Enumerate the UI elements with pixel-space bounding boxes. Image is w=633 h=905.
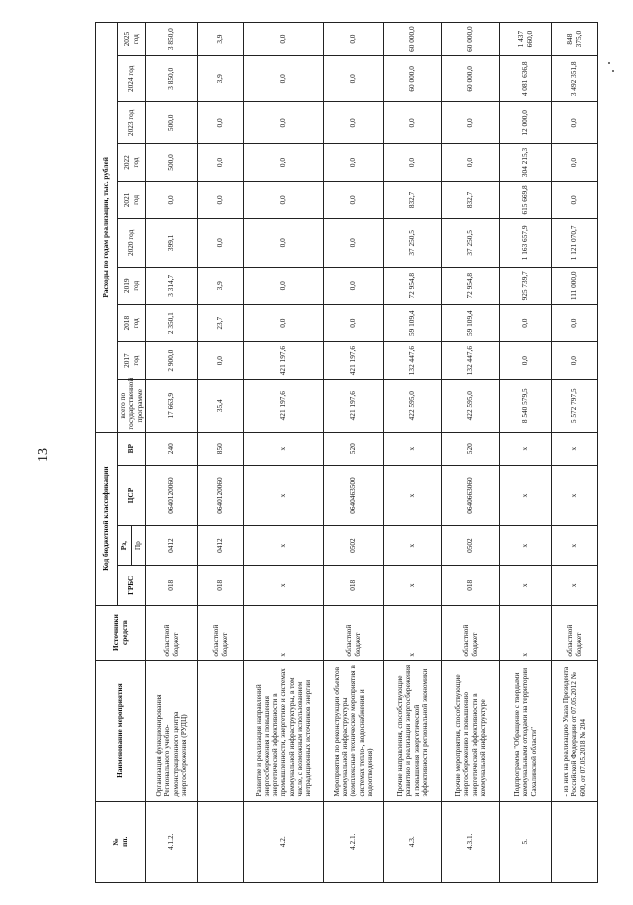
cell-num: 4.2. — [244, 801, 324, 882]
cell-num: 4.3. — [384, 801, 442, 882]
cell-grbs: 018 — [198, 565, 244, 605]
cell-year-value: 0,0 — [324, 102, 384, 144]
table-row — [442, 23, 500, 883]
cell-source: областной бюджет — [146, 605, 198, 660]
cell-year-value: 0,0 — [198, 181, 244, 218]
cell-year-value: 3,9 — [198, 23, 244, 56]
cell-num: 4.3.1. — [442, 801, 500, 882]
cell-total: 422 595,0 — [384, 379, 442, 432]
cell-rzpr: х — [244, 526, 324, 566]
cell-year-value: 0,0 — [244, 23, 324, 56]
cell-num — [198, 801, 244, 882]
cell-year-value: 0,0 — [324, 144, 384, 181]
cell-year-value: 1 437 660,0 — [500, 23, 552, 56]
cell-vr: 520 — [324, 432, 384, 465]
cell-grbs: 018 — [442, 565, 500, 605]
cell-year-value: 59 109,4 — [442, 304, 500, 341]
col-name-header: Наименование мероприятия — [96, 660, 146, 801]
scan-speck — [612, 70, 614, 72]
cell-name: - из них на реализацию Указа Президента Российской Федерации от 07.05.2012 № 600, от 07.05.2018 № 204 — [552, 660, 598, 801]
cell-name: Организация функционирования Регионального учебно-демонстрационного центра энергосбережения (РУДЦ) — [146, 660, 198, 801]
cell-csr: 0640120060 — [146, 465, 198, 526]
cell-grbs: х — [244, 565, 324, 605]
cell-year-value: 615 669,8 — [500, 181, 552, 218]
cell-total: 5 572 797,5 — [552, 379, 598, 432]
cell-rzpr: 0502 — [442, 526, 500, 566]
cell-year-value: 0,0 — [552, 181, 598, 218]
col-year-header: 2023 год — [118, 102, 146, 144]
page-number: 13 — [36, 448, 51, 462]
cell-grbs: х — [552, 565, 598, 605]
cell-vr: 850 — [198, 432, 244, 465]
cell-year-value: 0,0 — [244, 102, 324, 144]
cell-year-value: 0,0 — [500, 342, 552, 379]
col-vr-header: ВР — [118, 432, 146, 465]
cell-year-value: 3 850,0 — [146, 23, 198, 56]
cell-year-value: 1 163 657,9 — [500, 219, 552, 267]
col-budget-code-header: Код бюджетной классификации — [96, 432, 118, 605]
cell-total: 421 197,6 — [244, 379, 324, 432]
table-body — [146, 23, 598, 883]
col-grbs-header: ГРБС — [118, 565, 146, 605]
cell-year-value: 0,0 — [384, 102, 442, 144]
cell-year-value: 0,0 — [244, 267, 324, 304]
cell-year-value: 0,0 — [198, 144, 244, 181]
cell-year-value: 0,0 — [384, 144, 442, 181]
col-expenses-header: Расходы по годам реализации, тыс. рублей — [96, 23, 118, 433]
cell-year-value: 0,0 — [198, 102, 244, 144]
col-rzpr-header: Рз, — [118, 526, 132, 566]
table-row — [324, 23, 384, 883]
cell-year-value: 3 314,7 — [146, 267, 198, 304]
cell-year-value: 0,0 — [552, 144, 598, 181]
cell-year-value: 111 000,0 — [552, 267, 598, 304]
cell-total: 8 540 579,5 — [500, 379, 552, 432]
cell-total: 422 595,0 — [442, 379, 500, 432]
cell-year-value: 832,7 — [384, 181, 442, 218]
cell-vr: х — [500, 432, 552, 465]
cell-source: х — [500, 605, 552, 660]
cell-year-value: 72 954,8 — [442, 267, 500, 304]
cell-year-value: 59 109,4 — [384, 304, 442, 341]
cell-year-value: 0,0 — [442, 144, 500, 181]
rotated-page — [95, 22, 625, 883]
cell-year-value: 0,0 — [442, 102, 500, 144]
table-row — [500, 23, 552, 883]
cell-num — [552, 801, 598, 882]
cell-year-value: 72 954,8 — [384, 267, 442, 304]
cell-rzpr: 0412 — [146, 526, 198, 566]
cell-num: 5. — [500, 801, 552, 882]
col-year-header: 2024 год — [118, 56, 146, 102]
cell-year-value: 421 197,6 — [244, 342, 324, 379]
cell-csr: 0640120060 — [198, 465, 244, 526]
cell-rzpr: х — [500, 526, 552, 566]
cell-source: областной бюджет — [552, 605, 598, 660]
cell-year-value: 132 447,6 — [384, 342, 442, 379]
cell-rzpr: х — [384, 526, 442, 566]
cell-num: 4.2.1. — [324, 801, 384, 882]
cell-year-value: 399,1 — [146, 219, 198, 267]
cell-year-value: 0,0 — [552, 342, 598, 379]
cell-total: 17 663,9 — [146, 379, 198, 432]
cell-rzpr: 0412 — [198, 526, 244, 566]
cell-csr: 0640663060 — [442, 465, 500, 526]
cell-year-value: 0,0 — [324, 181, 384, 218]
col-total-header: всего по государственной программе — [118, 379, 146, 432]
col-source-header: Источники средств — [96, 605, 146, 660]
cell-source: областной бюджет — [442, 605, 500, 660]
cell-year-value: 0,0 — [244, 219, 324, 267]
cell-total: 421 197,6 — [324, 379, 384, 432]
cell-year-value: 37 250,5 — [384, 219, 442, 267]
cell-name — [198, 660, 244, 801]
cell-source: областной бюджет — [198, 605, 244, 660]
table-row — [552, 23, 598, 883]
cell-year-value: 925 739,7 — [500, 267, 552, 304]
cell-year-value: 0,0 — [324, 219, 384, 267]
cell-vr: х — [244, 432, 324, 465]
cell-year-value: 832,7 — [442, 181, 500, 218]
col-year-header: 2019 год — [118, 267, 146, 304]
cell-vr: 520 — [442, 432, 500, 465]
cell-csr: х — [552, 465, 598, 526]
cell-csr: х — [500, 465, 552, 526]
cell-year-value: 0,0 — [198, 342, 244, 379]
cell-year-value: 4 081 636,8 — [500, 56, 552, 102]
cell-name: Прочие направления, способствующие развитию и реализации энергосбережения и повышения энергетической эффективности региональной экономики — [384, 660, 442, 801]
table-row — [146, 23, 198, 883]
cell-year-value: 3,9 — [198, 267, 244, 304]
cell-year-value: 0,0 — [244, 144, 324, 181]
cell-vr: х — [384, 432, 442, 465]
col-year-header: 2025 год — [118, 23, 146, 56]
cell-year-value: 0,0 — [552, 102, 598, 144]
cell-year-value: 3 492 351,8 — [552, 56, 598, 102]
cell-year-value: 500,0 — [146, 102, 198, 144]
cell-name: Подпрограмма "Обращение с твердыми коммунальными отходами на территории Сахалинской области" — [500, 660, 552, 801]
table-row — [384, 23, 442, 883]
cell-year-value: 0,0 — [324, 267, 384, 304]
budget-table — [95, 22, 598, 883]
col-year-header: 2017 год — [118, 342, 146, 379]
cell-year-value: 23,7 — [198, 304, 244, 341]
col-year-header: 2018 год — [118, 304, 146, 341]
cell-year-value: 0,0 — [324, 23, 384, 56]
table-row — [244, 23, 324, 883]
cell-year-value: 0,0 — [500, 304, 552, 341]
cell-year-value: 0,0 — [244, 181, 324, 218]
cell-year-value: 60 000,0 — [442, 56, 500, 102]
scan-speck — [608, 62, 610, 64]
cell-source: х — [384, 605, 442, 660]
cell-csr: х — [384, 465, 442, 526]
cell-year-value: 500,0 — [146, 144, 198, 181]
cell-year-value: 60 000,0 — [442, 23, 500, 56]
cell-year-value: 0,0 — [146, 181, 198, 218]
cell-rzpr: 0502 — [324, 526, 384, 566]
cell-year-value: 12 000,0 — [500, 102, 552, 144]
cell-rzpr: х — [552, 526, 598, 566]
cell-year-value: 304 215,3 — [500, 144, 552, 181]
cell-year-value: 2 350,1 — [146, 304, 198, 341]
cell-name: Прочие мероприятия, способствующие энергосбережению и повышению энергетической эффективности в коммунальной инфраструктуре — [442, 660, 500, 801]
cell-num: 4.1.2. — [146, 801, 198, 882]
col-pr-header: Пр — [132, 526, 146, 566]
cell-vr: 240 — [146, 432, 198, 465]
cell-year-value: 60 000,0 — [384, 23, 442, 56]
cell-grbs: 018 — [146, 565, 198, 605]
cell-year-value: 848 375,0 — [552, 23, 598, 56]
cell-total: 35,4 — [198, 379, 244, 432]
cell-year-value: 0,0 — [324, 56, 384, 102]
table-container — [95, 22, 625, 883]
col-csr-header: ЦСР — [118, 465, 146, 526]
cell-source: х — [244, 605, 324, 660]
cell-csr: х — [244, 465, 324, 526]
cell-vr: х — [552, 432, 598, 465]
cell-source: областной бюджет — [324, 605, 384, 660]
cell-year-value: 132 447,6 — [442, 342, 500, 379]
cell-year-value: 60 000,0 — [384, 56, 442, 102]
cell-name: Мероприятия по реконструкции объектов коммунальной инфраструктуры (комплексные технические мероприятия в системах тепло-, водоснабжения и водоотведения) — [324, 660, 384, 801]
cell-year-value: 37 250,5 — [442, 219, 500, 267]
cell-year-value: 0,0 — [244, 56, 324, 102]
cell-year-value: 0,0 — [198, 219, 244, 267]
cell-year-value: 0,0 — [244, 304, 324, 341]
cell-year-value: 2 900,0 — [146, 342, 198, 379]
cell-grbs: х — [500, 565, 552, 605]
cell-year-value: 3 850,0 — [146, 56, 198, 102]
cell-year-value: 421 197,6 — [324, 342, 384, 379]
cell-year-value: 3,9 — [198, 56, 244, 102]
cell-csr: 0640463500 — [324, 465, 384, 526]
col-year-header: 2021 год — [118, 181, 146, 218]
col-year-header: 2020 год — [118, 219, 146, 267]
table-row — [198, 23, 244, 883]
cell-grbs: х — [384, 565, 442, 605]
col-year-header: 2022 год — [118, 144, 146, 181]
cell-grbs: 018 — [324, 565, 384, 605]
col-num-header: № пп. — [96, 801, 146, 882]
cell-year-value: 0,0 — [324, 304, 384, 341]
cell-year-value: 0,0 — [552, 304, 598, 341]
cell-name: Развитие и реализация направлений энергосбережения и повышения энергетической эффективности в промышленности, энергетике и системах коммунальной инфраструктуры, в том числе, с возможным использованием нетрадиционных источников энергии — [244, 660, 324, 801]
cell-year-value: 1 121 070,7 — [552, 219, 598, 267]
